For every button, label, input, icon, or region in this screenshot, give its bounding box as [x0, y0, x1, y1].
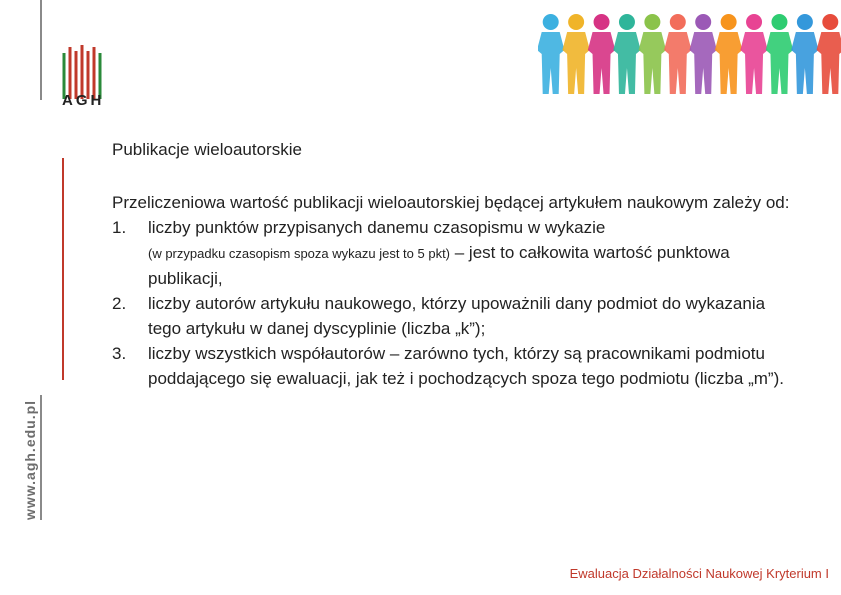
- left-accent-line: [62, 158, 64, 380]
- footer-caption: Ewaluacja Działalności Naukowej Kryterium I: [569, 566, 829, 581]
- person-figure: [588, 14, 615, 94]
- person-figure: [562, 14, 589, 94]
- person-figure: [817, 14, 841, 94]
- intro-text: Przeliczeniowa wartość publikacji wieloautorskiej będącej artykułem naukowym zależy od:: [112, 193, 790, 212]
- person-figure: [613, 14, 640, 94]
- site-url: www.agh.edu.pl: [22, 399, 38, 520]
- list-item-text: liczby punktów przypisanych danemu czasopismu w wykazie: [148, 218, 606, 237]
- list-number: 1.: [112, 218, 127, 237]
- list-item: [112, 215, 802, 291]
- list-item: [112, 341, 802, 391]
- list-item: [112, 291, 802, 341]
- left-divider-top: [40, 0, 42, 100]
- criteria-list: [112, 215, 802, 391]
- list-item-text: liczby autorów artykułu naukowego, którzy upoważnili dany podmiot do wykazania tego artykułu w danej dyscyplinie (liczba „k”);: [148, 294, 766, 338]
- person-figure: [690, 14, 717, 94]
- people-illustration: [538, 10, 841, 98]
- list-item-note: (w przypadku czasopism spoza wykazu jest to 5 pkt): [148, 246, 451, 261]
- person-figure: [715, 14, 742, 94]
- person-figure: [639, 14, 666, 94]
- slide-content: [112, 190, 802, 391]
- person-figure: [740, 14, 767, 94]
- list-number: 2.: [112, 294, 127, 313]
- left-divider-bottom: [40, 395, 42, 520]
- list-number: 3.: [112, 344, 127, 363]
- person-figure: [791, 14, 818, 94]
- list-item-text: liczby wszystkich współautorów – zarówno tych, którzy są pracownikami podmiotu poddającego się ewaluacji, jak też i pochodzących spoza tego podmiotu (liczba „m”).: [148, 344, 784, 388]
- person-figure: [664, 14, 691, 94]
- logo-wordmark: AGH: [62, 92, 105, 109]
- person-figure: [538, 14, 564, 94]
- list-item-continuation: – jest to całkowita wartość punktowa publikacji,: [148, 243, 730, 288]
- slide-title: Publikacje wieloautorskie: [112, 140, 302, 159]
- person-figure: [766, 14, 793, 94]
